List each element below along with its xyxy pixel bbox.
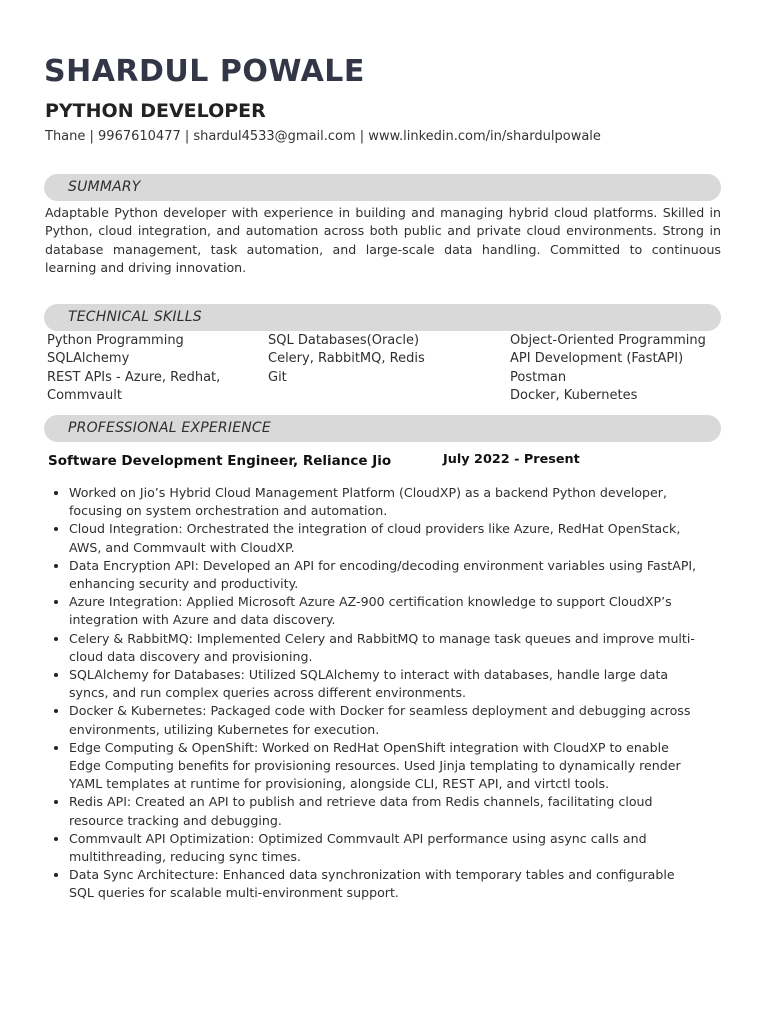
list-item: Cloud Integration: Orchestrated the integration of cloud providers like Azure, RedHat OpenStack, AWS, and Commvault with CloudXP. — [50, 520, 700, 556]
summary-section-header — [44, 174, 721, 201]
job-dates: July 2022 - Present — [443, 452, 580, 467]
skills-column-2 — [268, 332, 425, 387]
skill-item: API Development (FastAPI) — [510, 351, 684, 367]
list-item: Celery & RabbitMQ: Implemented Celery and RabbitMQ to manage task queues and improve multi-cloud data discovery and provisioning. — [50, 630, 700, 666]
skills-column-3 — [510, 332, 706, 405]
list-item: Docker & Kubernetes: Packaged code with Docker for seamless deployment and debugging across environments, utilizing Kubernetes for execution. — [50, 702, 700, 738]
experience-bullet-list — [50, 484, 700, 903]
list-item: Data Sync Architecture: Enhanced data synchronization with temporary tables and configurable SQL queries for scalable multi-environment support. — [50, 866, 700, 902]
skill-item: Commvault — [47, 387, 122, 403]
skills-column-1 — [47, 332, 220, 405]
skill-item: Postman — [510, 369, 567, 385]
contact-line: Thane | 9967610477 | shardul4533@gmail.com | www.linkedin.com/in/shardulpowale — [45, 129, 601, 144]
list-item: Azure Integration: Applied Microsoft Azure AZ-900 certification knowledge to support CloudXP’s integration with Azure and data discovery. — [50, 593, 700, 629]
summary-text: Adaptable Python developer with experience in building and managing hybrid cloud platforms. Skilled in Python, cloud integration, and automation across both public and private cloud environments. Strong in database management, task automation, and large-scale data handling. Committed to continuous learning and driving innovation. — [45, 205, 721, 276]
candidate-name: SHARDUL POWALE — [44, 54, 365, 89]
skill-item: Git — [268, 369, 287, 385]
experience-heading: PROFESSIONAL EXPERIENCE — [68, 420, 271, 436]
skill-item: Object-Oriented Programming — [510, 333, 706, 348]
list-item: Worked on Jio’s Hybrid Cloud Management Platform (CloudXP) as a backend Python developer, focusing on system orchestration and automation. — [50, 484, 700, 520]
skill-item: Python Programming — [47, 333, 184, 348]
skill-item: Docker, Kubernetes — [510, 387, 638, 403]
job-role: PYTHON DEVELOPER — [45, 100, 266, 122]
skill-item: SQLAlchemy — [47, 351, 130, 367]
skills-heading: TECHNICAL SKILLS — [68, 309, 202, 325]
summary-heading: SUMMARY — [68, 179, 141, 195]
skills-section-header — [44, 304, 721, 331]
experience-section-header — [44, 415, 721, 442]
list-item: Commvault API Optimization: Optimized Commvault API performance using async calls and multithreading, reducing sync times. — [50, 830, 700, 866]
list-item: SQLAlchemy for Databases: Utilized SQLAlchemy to interact with databases, handle large data syncs, and run complex queries across different environments. — [50, 666, 700, 702]
skill-item: SQL Databases(Oracle) — [268, 333, 420, 348]
list-item: Data Encryption API: Developed an API for encoding/decoding environment variables using FastAPI, enhancing security and productivity. — [50, 557, 700, 593]
list-item: Redis API: Created an API to publish and retrieve data from Redis channels, facilitating cloud resource tracking and debugging. — [50, 793, 700, 829]
skill-item: Celery, RabbitMQ, Redis — [268, 351, 425, 367]
job-title: Software Development Engineer, Reliance Jio — [48, 453, 392, 469]
skill-item: REST APIs - Azure, Redhat, — [47, 369, 221, 385]
list-item: Edge Computing & OpenShift: Worked on RedHat OpenShift integration with CloudXP to enable Edge Computing benefits for provisioning resources. Used Jinja templating to dynamically render YAML templates at runtime for provisioning, alongside CLI, REST API, and virtctl tools. — [50, 739, 700, 794]
